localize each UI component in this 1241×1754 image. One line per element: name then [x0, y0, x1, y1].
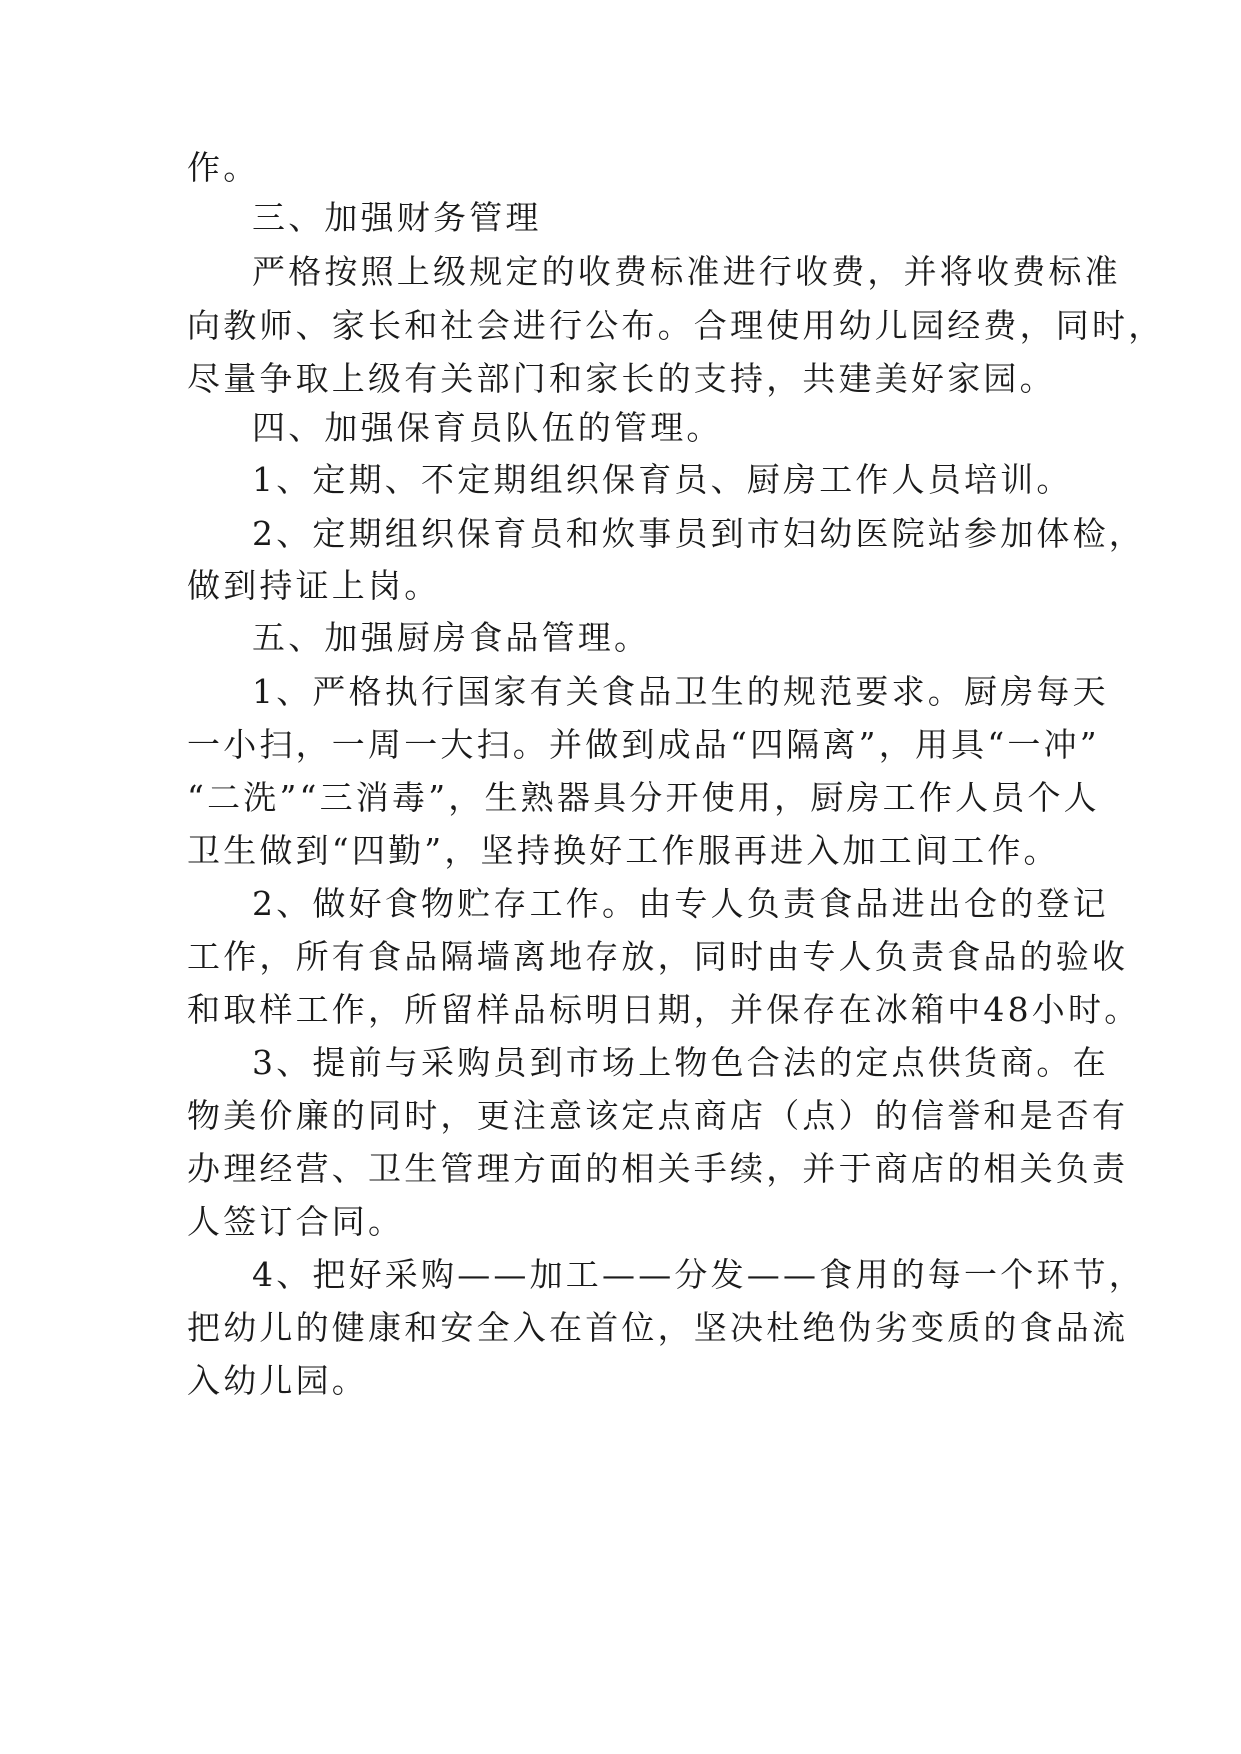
text-line: 物美价廉的同时，更注意该定点商店（点）的信誉和是否有: [187, 1096, 1129, 1135]
text-line: 把幼儿的健康和安全入在首位，坚决杜绝伪劣变质的食品流: [187, 1308, 1129, 1347]
text-line: 4、把好采购——加工——分发——食用的每一个环节，: [252, 1255, 1145, 1294]
text-line: 人签订合同。: [187, 1202, 405, 1241]
text-line: 一小扫，一周一大扫。并做到成品“四隔离”，用具“一冲”: [187, 725, 1100, 764]
text-line: 入幼儿园。: [187, 1361, 368, 1400]
text-line: “二洗”“三消毒”，生熟器具分开使用，厨房工作人员个人: [187, 778, 1100, 817]
text-line: 办理经营、卫生管理方面的相关手续，并于商店的相关负责: [187, 1149, 1129, 1188]
text-line: 尽量争取上级有关部门和家长的支持，共建美好家园。: [187, 359, 1056, 398]
text-line: 3、提前与采购员到市场上物色合法的定点供货商。在: [252, 1043, 1109, 1082]
text-line: 1、定期、不定期组织保育员、厨房工作人员培训。: [252, 460, 1073, 499]
text-line: 严格按照上级规定的收费标准进行收费，并将收费标准: [252, 252, 1121, 291]
section-heading: 三、加强财务管理: [252, 198, 542, 237]
text-line: 工作，所有食品隔墙离地存放，同时由专人负责食品的验收: [187, 937, 1129, 976]
text-line: 卫生做到“四勤”，坚持换好工作服再进入加工间工作。: [187, 831, 1060, 870]
text-line: 向教师、家长和社会进行公布。合理使用幼儿园经费，同时，: [187, 306, 1165, 345]
text-line: 2、做好食物贮存工作。由专人负责食品进出仓的登记: [252, 884, 1109, 923]
section-heading: 五、加强厨房食品管理。: [252, 618, 651, 657]
text-line: 和取样工作，所留样品标明日期，并保存在冰箱中48小时。: [187, 990, 1141, 1029]
section-heading: 四、加强保育员队伍的管理。: [252, 408, 723, 447]
text-line: 作。: [187, 148, 260, 187]
text-line: 1、严格执行国家有关食品卫生的规范要求。厨房每天: [252, 672, 1109, 711]
text-line: 做到持证上岗。: [187, 566, 441, 605]
text-line: 2、定期组织保育员和炊事员到市妇幼医院站参加体检，: [252, 514, 1145, 553]
